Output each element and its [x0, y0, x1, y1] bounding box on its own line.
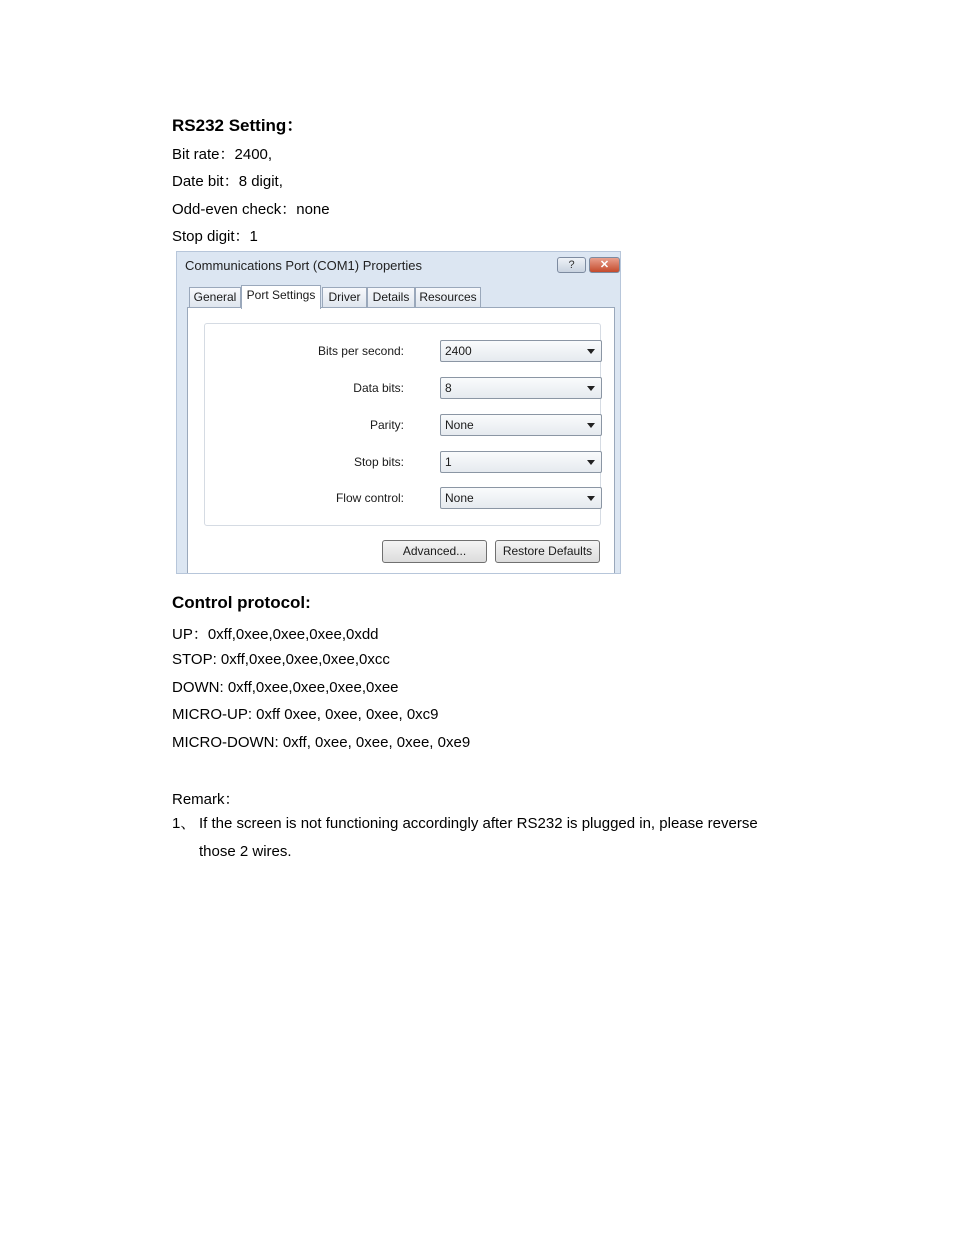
protocol-stop: STOP: 0xff,0xee,0xee,0xee,0xcc — [172, 651, 390, 668]
parity-value: None — [445, 418, 474, 432]
close-button[interactable]: ✕ — [589, 257, 620, 273]
tab-port-settings[interactable]: Port Settings — [241, 285, 321, 309]
remark-item — [172, 810, 792, 866]
tab-resources[interactable]: Resources — [415, 287, 481, 307]
chevron-down-icon — [587, 460, 595, 465]
parity-select[interactable] — [440, 414, 602, 436]
port-settings-panel — [187, 307, 615, 574]
dialog-title: Communications Port (COM1) Properties — [185, 258, 422, 273]
rs232-stop-digit: Stop digit：1 — [172, 228, 258, 245]
stop-bits-label: Stop bits: — [353, 455, 404, 469]
rs232-bit-rate: Bit rate：2400, — [172, 146, 273, 163]
restore-defaults-button[interactable]: Restore Defaults — [495, 540, 600, 563]
data-bits-label: Data bits: — [353, 381, 404, 395]
help-button[interactable]: ? — [557, 257, 586, 273]
flow-control-select[interactable] — [440, 487, 602, 509]
protocol-down: DOWN: 0xff,0xee,0xee,0xee,0xee — [172, 679, 399, 696]
remark-heading: Remark： — [172, 791, 240, 808]
rs232-heading: RS232 Setting： — [172, 116, 304, 135]
parity-label: Parity: — [369, 418, 404, 432]
rs232-parity: Odd-even check：none — [172, 201, 330, 218]
tab-driver[interactable]: Driver — [322, 287, 367, 307]
flow-control-label: Flow control: — [335, 491, 404, 505]
bits-per-second-select[interactable] — [440, 340, 602, 362]
data-bits-value: 8 — [445, 381, 452, 395]
data-bits-select[interactable] — [440, 377, 602, 399]
settings-group — [204, 323, 601, 526]
advanced-button[interactable]: Advanced... — [382, 540, 487, 563]
tab-general[interactable]: General — [189, 287, 241, 307]
remark-item-number: 1、 — [172, 815, 196, 832]
tab-details[interactable]: Details — [367, 287, 415, 307]
rs232-data-bit: Date bit：8 digit, — [172, 173, 283, 190]
chevron-down-icon — [587, 349, 595, 354]
protocol-heading: Control protocol: — [172, 593, 311, 612]
stop-bits-select[interactable] — [440, 451, 602, 473]
bits-per-second-label: Bits per second: — [317, 344, 404, 358]
bits-per-second-value: 2400 — [445, 344, 472, 358]
chevron-down-icon — [587, 423, 595, 428]
stop-bits-value: 1 — [445, 455, 452, 469]
chevron-down-icon — [587, 386, 595, 391]
com-port-properties-dialog — [176, 251, 621, 574]
remark-item-text: If the screen is not functioning accordingly after RS232 is plugged in, please reverse those 2 wires. — [199, 815, 758, 860]
flow-control-value: None — [445, 491, 474, 505]
chevron-down-icon — [587, 496, 595, 501]
protocol-up: UP：0xff,0xee,0xee,0xee,0xdd — [172, 626, 379, 643]
protocol-micro-up: MICRO-UP: 0xff 0xee, 0xee, 0xee, 0xc9 — [172, 706, 439, 723]
protocol-micro-down: MICRO-DOWN: 0xff, 0xee, 0xee, 0xee, 0xe9 — [172, 734, 471, 751]
